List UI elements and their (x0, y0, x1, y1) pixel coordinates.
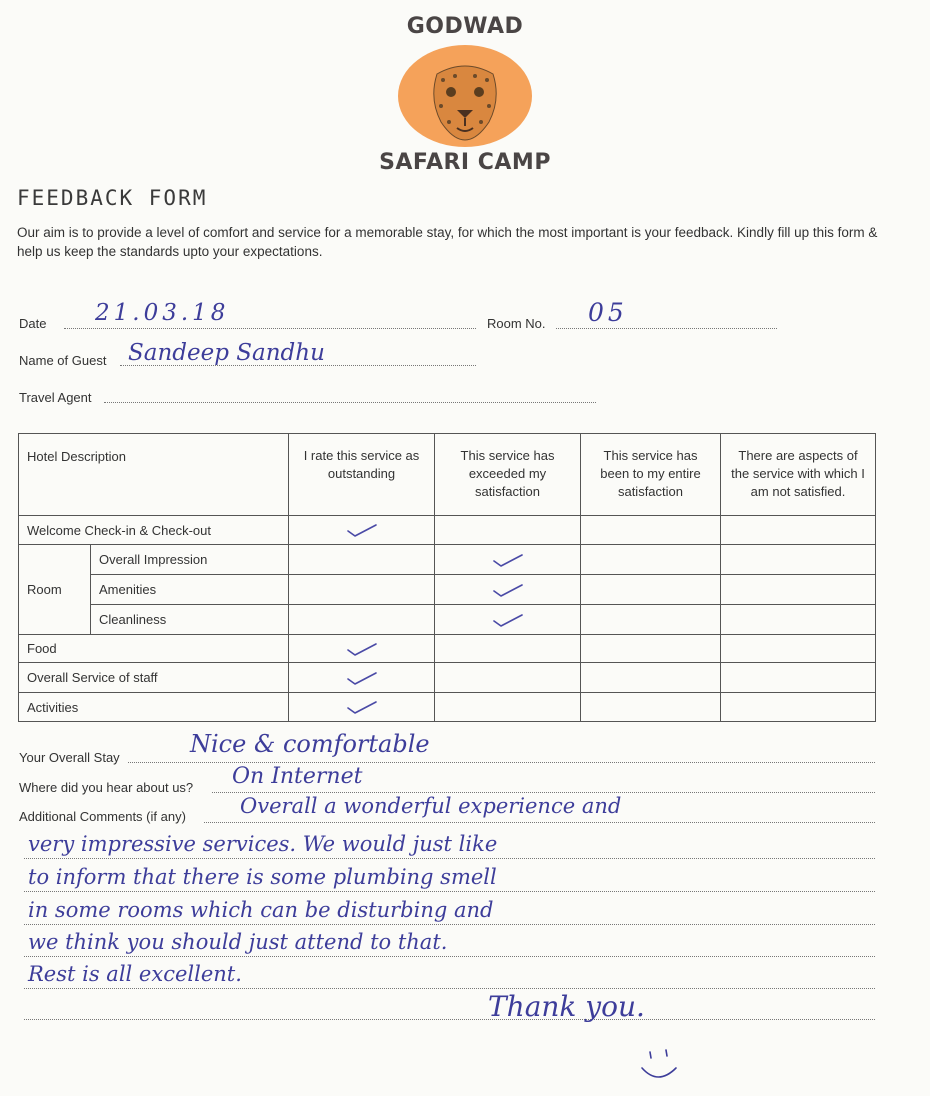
comments-line (204, 822, 875, 823)
comments-label: Additional Comments (if any) (19, 809, 186, 824)
header-outstanding: I rate this service as outstanding (289, 434, 435, 516)
brand-bottom: SAFARI CAMP (379, 150, 551, 175)
date-label: Date (19, 316, 47, 331)
rating-cell[interactable] (435, 516, 581, 545)
comment-text[interactable]: to inform that there is some plumbing smell (28, 865, 497, 889)
hear-value[interactable]: On Internet (232, 764, 363, 789)
rating-cell[interactable] (289, 516, 435, 545)
comment-text[interactable]: Overall a wonderful experience and (240, 794, 622, 818)
rating-cell[interactable] (721, 693, 876, 722)
rating-cell[interactable] (581, 693, 721, 722)
comment-text[interactable]: in some rooms which can be disturbing and (28, 898, 494, 922)
rating-cell[interactable] (581, 575, 721, 605)
comment-text[interactable]: Rest is all excellent. (28, 962, 242, 986)
comment-line (24, 891, 875, 892)
rating-cell[interactable] (435, 545, 581, 575)
hear-line (212, 792, 875, 793)
header-hotel-description: Hotel Description (19, 434, 289, 516)
room-value[interactable]: 05 (588, 298, 628, 327)
agent-label: Travel Agent (19, 390, 92, 405)
header-entire-satisfaction: This service has been to my entire satisfaction (581, 434, 721, 516)
table-row (19, 545, 876, 575)
date-line (64, 328, 476, 329)
checkmark-icon (491, 612, 525, 628)
rating-table (18, 433, 876, 722)
table-row (19, 635, 876, 663)
rating-cell[interactable] (435, 605, 581, 635)
comment-line (24, 924, 875, 925)
smiley-face-icon (636, 1046, 682, 1088)
table-row (19, 693, 876, 722)
form-title: FEEDBACK FORM (17, 186, 208, 210)
rating-cell[interactable] (721, 635, 876, 663)
stay-label: Your Overall Stay (19, 750, 120, 765)
guest-value[interactable]: Sandeep Sandhu (128, 340, 325, 366)
checkmark-icon (345, 522, 379, 538)
row-label-food: Food (19, 635, 289, 663)
table-row (19, 663, 876, 693)
table-row (19, 605, 876, 635)
rating-cell[interactable] (581, 605, 721, 635)
rating-cell[interactable] (289, 693, 435, 722)
row-label-activities: Activities (19, 693, 289, 722)
rating-cell[interactable] (289, 605, 435, 635)
rating-cell[interactable] (435, 693, 581, 722)
comment-text[interactable]: we think you should just attend to that. (28, 930, 448, 954)
header-exceeded: This service has exceeded my satisfaction (435, 434, 581, 516)
rating-cell[interactable] (289, 575, 435, 605)
rating-cell[interactable] (289, 635, 435, 663)
room-line (556, 328, 777, 329)
rating-cell[interactable] (289, 545, 435, 575)
stay-value[interactable]: Nice & comfortable (190, 730, 430, 758)
comment-line (24, 988, 875, 989)
date-value[interactable]: 21.03.18 (95, 300, 230, 326)
row-label-overall-impression: Overall Impression (91, 545, 289, 575)
checkmark-icon (345, 641, 379, 657)
agent-line (104, 402, 596, 403)
stay-line (128, 762, 875, 763)
guest-label: Name of Guest (19, 353, 107, 368)
rating-cell[interactable] (581, 545, 721, 575)
form-intro: Our aim is to provide a level of comfort and service for a memorable stay, for which the most important is your feedback. Kindly fill up this form & help us keep the standards upto your expectations. (17, 225, 878, 259)
comment-line (24, 956, 875, 957)
comment-line (24, 1019, 875, 1020)
signoff-text: Thank you. (488, 990, 645, 1023)
rating-cell[interactable] (721, 605, 876, 635)
table-row (19, 575, 876, 605)
checkmark-icon (491, 582, 525, 598)
rating-cell[interactable] (581, 635, 721, 663)
comment-line (24, 858, 875, 859)
rating-cell[interactable] (435, 635, 581, 663)
row-label-welcome: Welcome Check-in & Check-out (19, 516, 289, 545)
leopard-face-icon (397, 44, 533, 148)
hear-label: Where did you hear about us? (19, 780, 194, 795)
rating-cell[interactable] (721, 663, 876, 693)
rating-cell[interactable] (721, 575, 876, 605)
brand-top: GODWAD (406, 14, 524, 39)
rating-cell[interactable] (721, 516, 876, 545)
comment-text[interactable]: very impressive services. We would just like (28, 832, 498, 856)
checkmark-icon (345, 699, 379, 715)
table-row (19, 516, 876, 545)
row-label-cleanliness: Cleanliness (91, 605, 289, 635)
row-label-amenities: Amenities (91, 575, 289, 605)
rating-cell[interactable] (289, 663, 435, 693)
row-group-room: Room (19, 545, 91, 635)
header-not-satisfied: There are aspects of the service with which I am not satisfied. (721, 434, 876, 516)
rating-cell[interactable] (581, 663, 721, 693)
room-label: Room No. (487, 316, 546, 331)
checkmark-icon (491, 552, 525, 568)
rating-cell[interactable] (581, 516, 721, 545)
rating-cell[interactable] (435, 663, 581, 693)
checkmark-icon (345, 670, 379, 686)
rating-cell[interactable] (435, 575, 581, 605)
row-label-staff: Overall Service of staff (19, 663, 289, 693)
rating-cell[interactable] (721, 545, 876, 575)
